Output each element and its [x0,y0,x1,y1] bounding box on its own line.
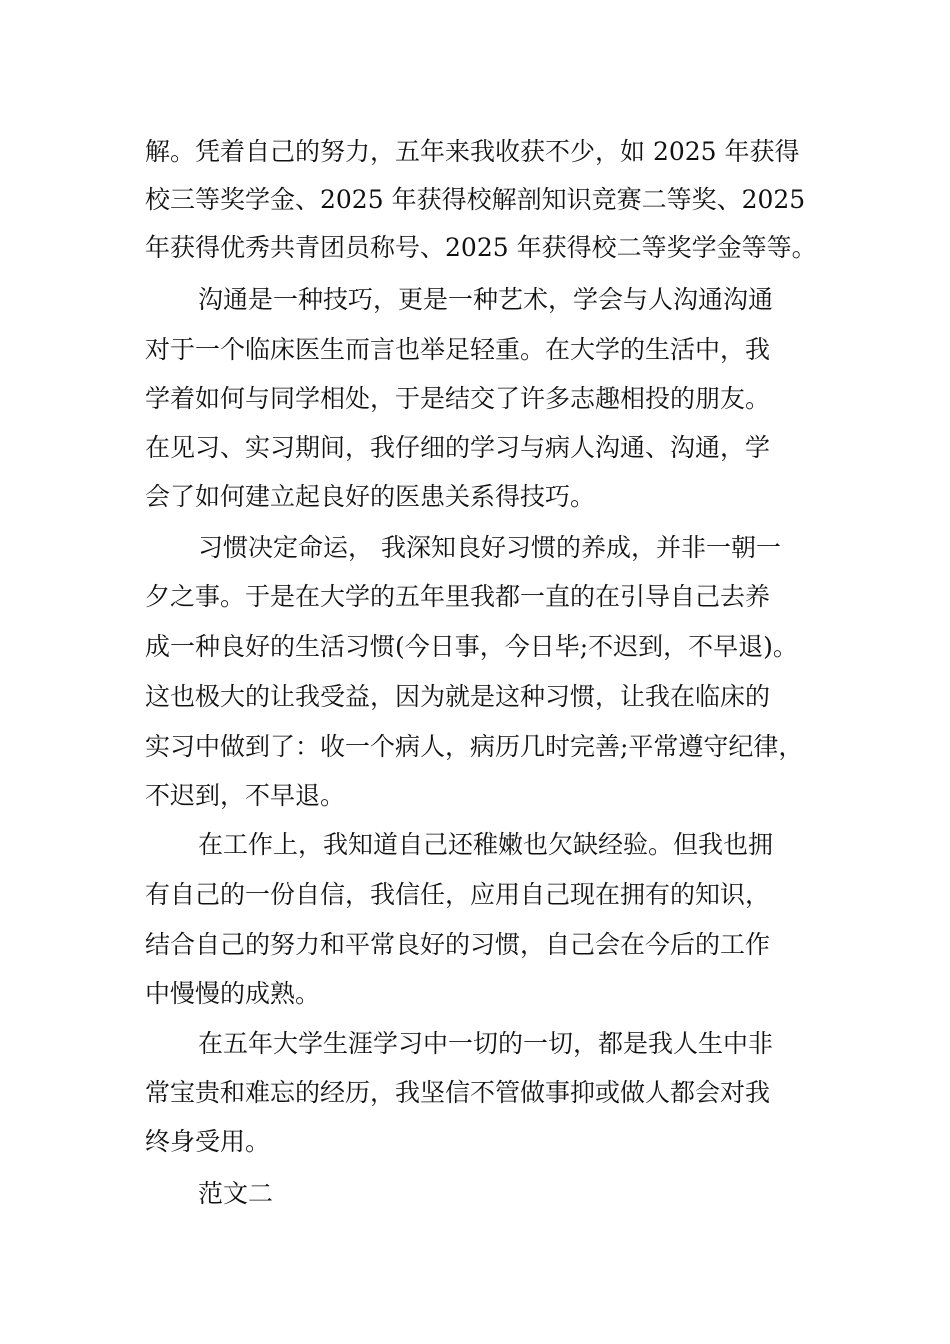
text-line: 在见习、实习期间，我仔细的学习与病人沟通、沟通，学 [145,433,771,462]
text-line: 学着如何与同学相处，于是结交了许多志趣相投的朋友。 [145,384,771,413]
text-line: 在工作上，我知道自己还稚嫩也欠缺经验。但我也拥 [198,830,774,859]
text-line: 习惯决定命运， 我深知良好习惯的养成，并非一朝一 [198,533,781,562]
text-line: 中慢慢的成熟。 [145,979,321,1008]
text-line: 在五年大学生涯学习中一切的一切，都是我人生中非 [198,1029,774,1058]
section-title: 范文二 [198,1179,274,1208]
text-line: 不迟到，不早退。 [145,781,346,810]
text-line: 校三等奖学金、2025 年获得校解剖知识竞赛二等奖、2025 [145,185,806,214]
text-line: 结合自己的努力和平常良好的习惯，自己会在今后的工作 [145,930,771,959]
text-line: 常宝贵和难忘的经历，我坚信不管做事抑或做人都会对我 [145,1078,771,1107]
text-line: 有自己的一份自信，我信任，应用自己现在拥有的知识， [145,880,771,909]
text-line: 年获得优秀共青团员称号、2025 年获得校二等奖学金等等。 [145,233,817,262]
text-line: 这也极大的让我受益，因为就是这种习惯，让我在临床的 [145,682,771,711]
text-line: 沟通是一种技巧，更是一种艺术，学会与人沟通沟通 [198,285,774,314]
text-line: 实习中做到了：收一个病人，病历几时完善;平常遵守纪律， [145,732,804,761]
text-line: 成一种良好的生活习惯(今日事，今日毕;不迟到，不早退)。 [145,632,798,661]
text-line: 解。凭着自己的努力，五年来我收获不少，如 2025 年获得 [145,137,800,166]
text-line: 对于一个临床医生而言也举足轻重。在大学的生活中，我 [145,335,771,364]
text-line: 终身受用。 [145,1127,271,1156]
text-line: 会了如何建立起良好的医患关系得技巧。 [145,482,596,511]
text-line: 夕之事。于是在大学的五年里我都一直的在引导自己去养 [145,582,771,611]
